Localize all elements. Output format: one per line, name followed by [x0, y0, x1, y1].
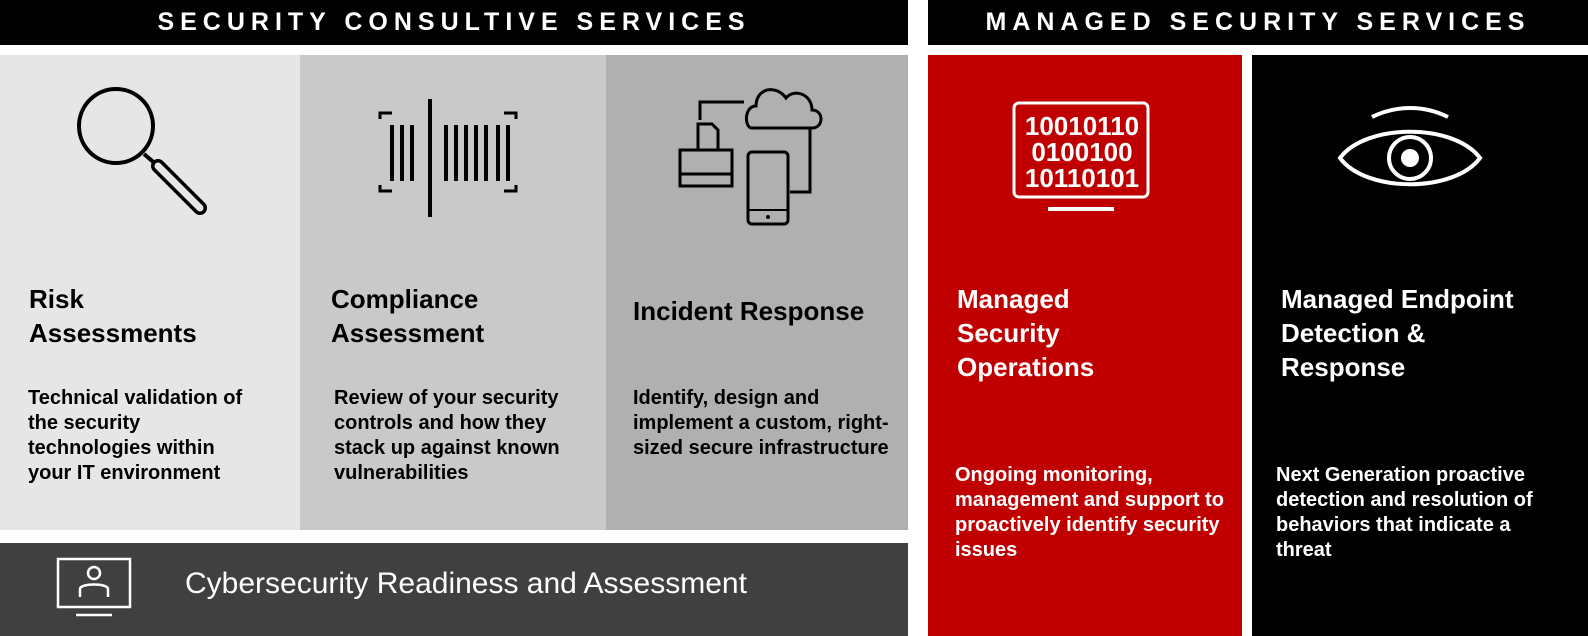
managed-endpoint-detection-title: Managed Endpoint Detection & Response: [1281, 284, 1514, 382]
managed-security-operations-title: Managed Security Operations: [957, 284, 1095, 382]
eye-icon: [1336, 103, 1484, 201]
compliance-assessment-description: Review of your security controls and how they stack up against known vulnerabilities: [334, 387, 560, 484]
readiness-assessment-bar: [0, 543, 908, 636]
managed-header-label: MANAGED SECURITY SERVICES: [985, 8, 1531, 36]
managed-services-header: [928, 0, 1588, 45]
managed-security-operations-description: Ongoing monitoring, management and support to proactively identify security issues: [955, 464, 1224, 561]
managed-endpoint-detection-description: Next Generation proactive detection and resolution of behaviors that indicate a threat: [1276, 464, 1533, 561]
binary-digits: [1021, 113, 1143, 191]
managed-security-operations-panel: [928, 55, 1242, 636]
compliance-assessment-title: Compliance Assessment: [331, 284, 485, 348]
consultive-header-label: SECURITY CONSULTIVE SERVICES: [157, 8, 751, 36]
devices-cloud-icon: [676, 80, 831, 230]
managed-endpoint-detection-panel: [1252, 55, 1588, 636]
readiness-assessment-label: Cybersecurity Readiness and Assessment: [185, 567, 747, 600]
compliance-assessment-panel: [300, 55, 606, 530]
incident-response-panel: [606, 55, 908, 530]
binary-line: 0100100: [1031, 137, 1133, 167]
consultive-services-header: [0, 0, 908, 45]
risk-assessments-panel: [0, 55, 300, 530]
magnifying-glass-icon: [70, 80, 220, 225]
user-monitor-icon: [56, 557, 132, 621]
incident-response-description: Identify, design and implement a custom, right-sized secure infrastructure: [633, 387, 889, 459]
incident-response-title: Incident Response: [633, 296, 865, 326]
risk-assessments-description: Technical validation of the security technologies within your IT environment: [28, 387, 243, 484]
risk-assessments-title: Risk Assessments: [29, 284, 197, 348]
binary-line: 10110101: [1024, 163, 1140, 193]
barcode-scan-icon: [378, 97, 523, 222]
binary-line: 10010110: [1024, 111, 1140, 141]
